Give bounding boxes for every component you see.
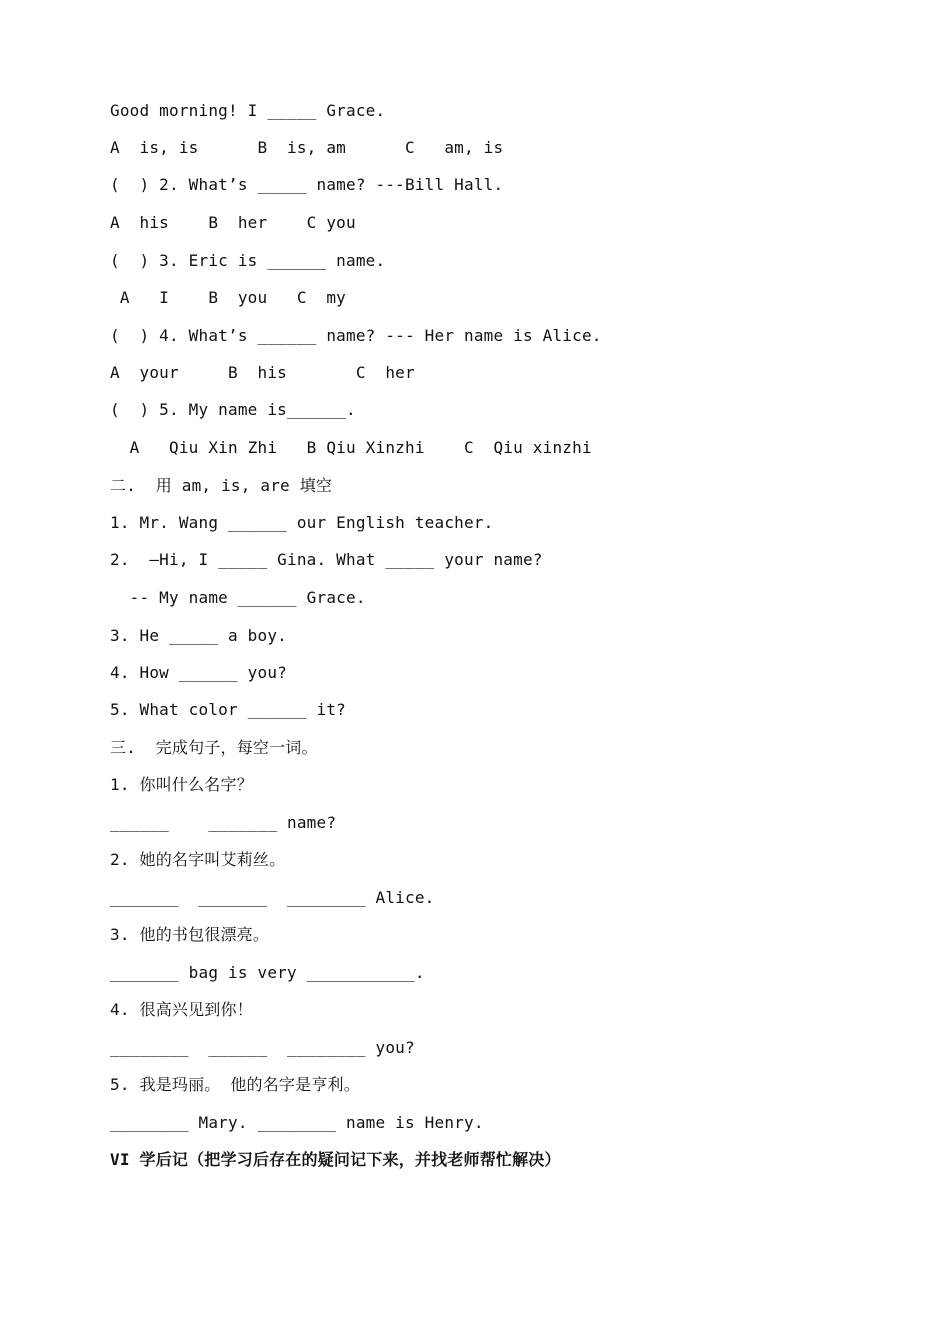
translation-answer-line: _______ bag is very ___________. [110, 963, 425, 982]
fill-blank-item: 2. –Hi, I _____ Gina. What _____ your name? [110, 550, 543, 569]
translation-prompt: 3. 他的书包很漂亮。 [110, 925, 270, 944]
section-2-heading: 二. 用 am, is, are 填空 [110, 476, 333, 495]
question-4-stem: ( ) 4. What’s ______ name? --- Her name is Alice. [110, 326, 602, 345]
fill-blank-item: 3. He _____ a boy. [110, 626, 287, 645]
translation-prompt: 5. 我是玛丽。 他的名字是亨利。 [110, 1075, 360, 1094]
reflection-heading: VI 学后记（把学习后存在的疑问记下来，并找老师帮忙解决） [110, 1150, 561, 1169]
fill-blank-item: -- My name ______ Grace. [110, 588, 366, 607]
section-3-heading: 三. 完成句子，每空一词。 [110, 738, 318, 757]
translation-prompt: 2. 她的名字叫艾莉丝。 [110, 850, 286, 869]
question-5-stem: ( ) 5. My name is______. [110, 400, 356, 419]
question-1-options: A is, is B is, am C am, is [110, 138, 504, 157]
question-1-stem: Good morning! I _____ Grace. [110, 101, 386, 120]
fill-blank-item: 5. What color ______ it? [110, 700, 346, 719]
question-2-options: A his B her C you [110, 213, 356, 232]
question-3-stem: ( ) 3. Eric is ______ name. [110, 251, 386, 270]
translation-answer-line: ______ _______ name? [110, 813, 337, 832]
question-2-stem: ( ) 2. What’s _____ name? ---Bill Hall. [110, 175, 504, 194]
question-5-options: A Qiu Xin Zhi B Qiu Xinzhi C Qiu xinzhi [110, 438, 592, 457]
translation-answer-line: ________ Mary. ________ name is Henry. [110, 1113, 484, 1132]
fill-blank-item: 1. Mr. Wang ______ our English teacher. [110, 513, 494, 532]
question-3-options: A I B you C my [110, 288, 346, 307]
question-4-options: A your B his C her [110, 363, 415, 382]
fill-blank-item: 4. How ______ you? [110, 663, 287, 682]
translation-answer-line: ________ ______ ________ you? [110, 1038, 415, 1057]
translation-prompt: 4. 很高兴见到你！ [110, 1000, 253, 1019]
translation-prompt: 1. 你叫什么名字？ [110, 775, 253, 794]
translation-answer-line: _______ _______ ________ Alice. [110, 888, 435, 907]
